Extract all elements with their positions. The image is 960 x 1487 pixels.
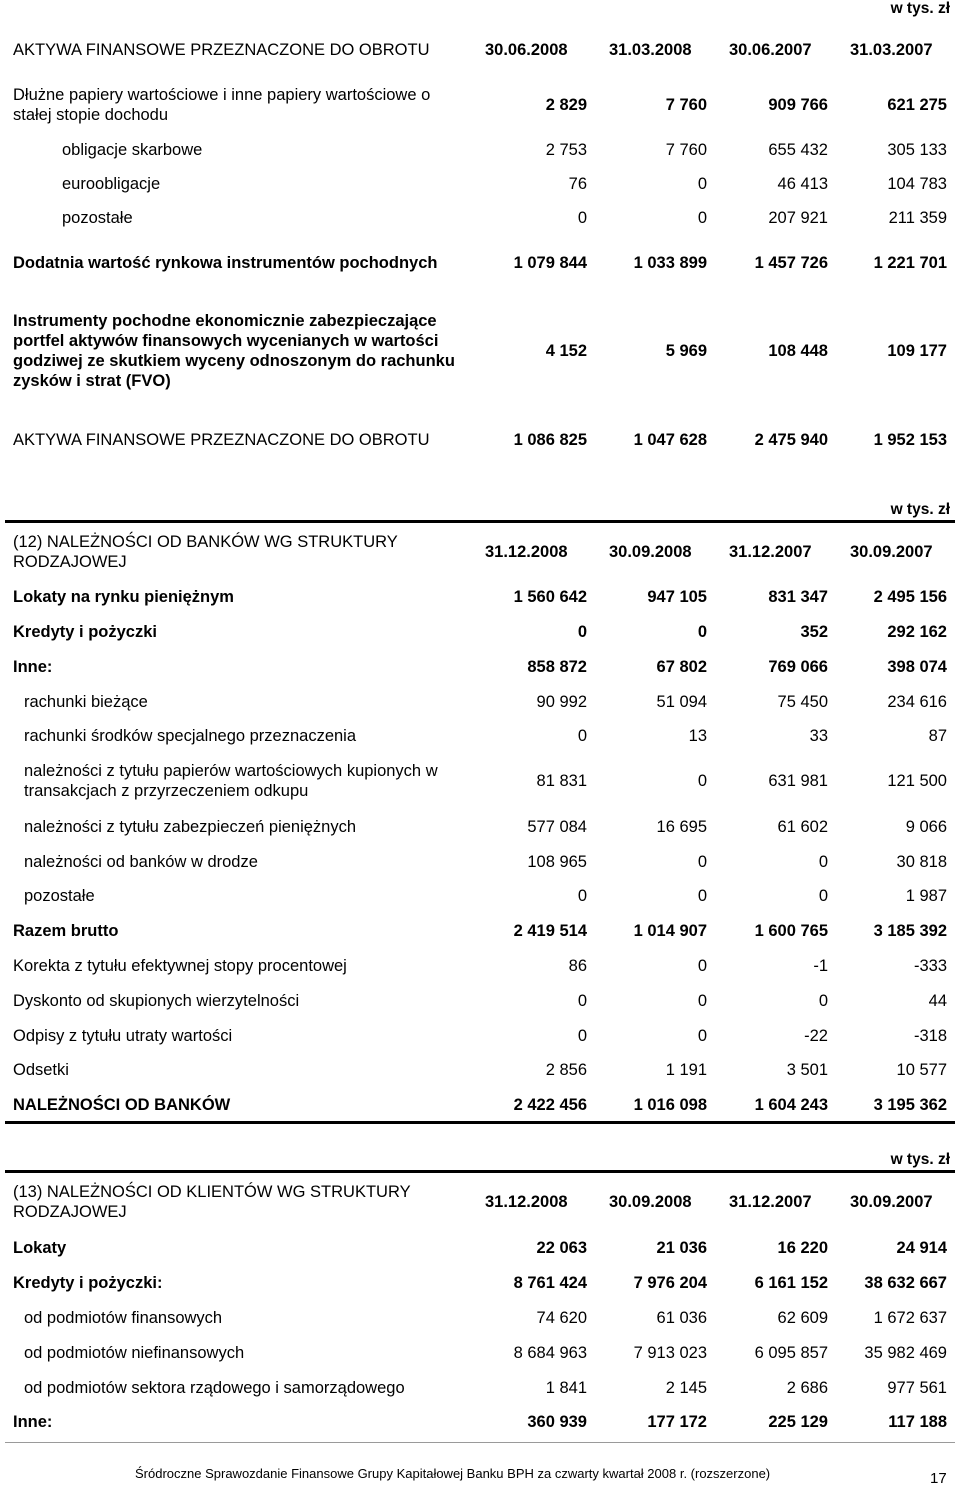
page-number: 17 xyxy=(930,1470,947,1487)
cell-value: 1 047 628 xyxy=(633,431,707,449)
cell-value: 0 xyxy=(697,772,707,790)
cell-value: -318 xyxy=(913,1026,947,1045)
cell-value: 3 501 xyxy=(786,1061,828,1079)
row-label: Inne: xyxy=(13,657,53,676)
table-row xyxy=(5,201,955,235)
cell-value: 0 xyxy=(577,991,587,1010)
table-row xyxy=(5,411,955,469)
row-label: Razem brutto xyxy=(13,921,119,940)
col-header: 31.12.2008 xyxy=(485,542,568,561)
row-label: Dyskonto od skupionych wierzytelności xyxy=(13,991,300,1010)
cell-value: 74 620 xyxy=(536,1308,587,1327)
cell-value: 109 177 xyxy=(887,342,947,360)
unit-label: w tys. zł xyxy=(890,0,950,17)
table-row xyxy=(5,1335,955,1370)
table-row xyxy=(5,684,955,719)
cell-value: 86 xyxy=(568,956,587,975)
col-header: 30.09.2007 xyxy=(850,1193,933,1211)
cell-value: 10 577 xyxy=(896,1061,947,1079)
cell-value: 7 976 204 xyxy=(633,1273,707,1292)
cell-value: 1 672 637 xyxy=(873,1308,947,1327)
cell-value: 1 086 825 xyxy=(513,431,587,449)
cell-value: 352 xyxy=(800,622,828,641)
table-row xyxy=(5,291,955,411)
row-label: rachunki bieżące xyxy=(24,692,148,711)
cell-value: 977 561 xyxy=(887,1378,947,1397)
cell-value: 1 079 844 xyxy=(513,254,587,272)
cell-value: 0 xyxy=(697,622,707,641)
table-row xyxy=(5,983,955,1018)
cell-value: 33 xyxy=(809,727,828,745)
cell-value: 1 600 765 xyxy=(754,921,828,940)
cell-value: 87 xyxy=(928,727,947,745)
cell-value: 2 495 156 xyxy=(873,588,947,606)
row-label: NALEŻNOŚCI OD BANKÓW xyxy=(13,1096,231,1114)
cell-value: 1 560 642 xyxy=(513,588,587,606)
row-label: Kredyty i pożyczki xyxy=(13,622,157,641)
cell-value: 1 952 153 xyxy=(873,431,947,449)
cell-value: 8 684 963 xyxy=(513,1343,587,1362)
cell-value: 858 872 xyxy=(527,657,587,676)
cell-value: 61 036 xyxy=(656,1308,707,1327)
cell-value: 90 992 xyxy=(536,692,587,711)
unit-label: w tys. zł xyxy=(890,1151,950,1168)
col-header: 30.06.2008 xyxy=(485,41,568,59)
row-label: od podmiotów niefinansowych xyxy=(24,1343,245,1362)
cell-value: 2 422 456 xyxy=(513,1096,587,1114)
cell-value: 0 xyxy=(818,887,828,905)
cell-value: 16 220 xyxy=(777,1239,828,1257)
cell-value: 5 969 xyxy=(665,342,707,360)
cell-value: 0 xyxy=(697,887,707,905)
row-label: rachunki środków specjalnego przeznaczenia xyxy=(24,727,357,745)
cell-value: 360 939 xyxy=(527,1413,587,1431)
divider xyxy=(5,1121,955,1124)
cell-value: 1 016 098 xyxy=(633,1096,707,1114)
cell-value: 21 036 xyxy=(656,1239,707,1257)
trading-assets-table xyxy=(5,23,955,469)
row-label: należności od banków w drodze xyxy=(24,852,258,871)
cell-value: 51 094 xyxy=(656,692,707,711)
col-header: 30.09.2007 xyxy=(850,542,933,561)
cell-value: 234 616 xyxy=(887,692,947,711)
table-row xyxy=(5,1018,955,1053)
table-row xyxy=(5,753,955,809)
cell-value: 398 074 xyxy=(887,657,947,676)
col-header: 30.09.2008 xyxy=(609,542,692,561)
cell-value: 0 xyxy=(697,991,707,1010)
row-label: Kredyty i pożyczki: xyxy=(13,1273,163,1292)
cell-value: -22 xyxy=(804,1026,828,1045)
cell-value: 909 766 xyxy=(768,95,828,114)
cell-value: 2 145 xyxy=(665,1378,707,1397)
table-row xyxy=(5,77,955,132)
cell-value: 211 359 xyxy=(888,209,947,227)
table-row xyxy=(5,1370,955,1405)
cell-value: 76 xyxy=(568,175,587,193)
row-label: AKTYWA FINANSOWE PRZEZNACZONE DO OBROTU xyxy=(13,431,430,449)
table-row xyxy=(5,132,955,167)
cell-value: 292 162 xyxy=(887,622,947,641)
row-label: Lokaty xyxy=(13,1239,67,1257)
cell-value: 46 413 xyxy=(777,175,828,193)
cell-value: 2 829 xyxy=(545,95,587,114)
cell-value: 831 347 xyxy=(768,588,828,606)
cell-value: 621 275 xyxy=(887,95,947,114)
table-row xyxy=(5,1053,955,1087)
table-row xyxy=(5,1300,955,1335)
row-label: Korekta z tytułu efektywnej stopy procentowej xyxy=(13,956,347,975)
row-label: od podmiotów finansowych xyxy=(24,1308,223,1327)
cell-value: 108 448 xyxy=(768,342,828,360)
table-row xyxy=(5,1231,955,1265)
unit-label: w tys. zł xyxy=(890,501,950,518)
cell-value: -333 xyxy=(913,956,947,975)
col-header: 30.09.2008 xyxy=(609,1193,692,1211)
cell-value: 0 xyxy=(577,209,587,227)
cell-value: 1 014 907 xyxy=(633,921,707,940)
cell-value: 0 xyxy=(697,209,707,227)
cell-value: 0 xyxy=(577,622,587,641)
page-footer: Śródroczne Sprawozdanie Finansowe Grupy Kapitałowej Banku BPH za czwarty kwartał 2008 r. (rozszerzone) xyxy=(135,1466,771,1481)
row-label: Lokaty na rynku pieniężnym xyxy=(13,588,234,606)
table-row xyxy=(5,1087,955,1123)
cell-value: -1 xyxy=(813,956,828,975)
row-label: Odpisy z tytułu utraty wartości xyxy=(13,1026,233,1045)
row-label: Inne: xyxy=(13,1413,53,1431)
row-label: należności z tytułu zabezpieczeń pieniężnych xyxy=(24,817,357,836)
bank-receivables-table xyxy=(5,523,955,1123)
cell-value: 225 129 xyxy=(768,1413,828,1431)
cell-value: 655 432 xyxy=(768,140,828,159)
table-title: AKTYWA FINANSOWE PRZEZNACZONE DO OBROTU xyxy=(13,41,430,59)
cell-value: 24 914 xyxy=(896,1239,947,1257)
table-title: (12) NALEŻNOŚCI OD BANKÓW WG STRUKTURY RODZAJOWEJ xyxy=(13,532,398,571)
cell-value: 0 xyxy=(818,852,828,871)
row-label: Odsetki xyxy=(13,1061,69,1079)
cell-value: 2 419 514 xyxy=(513,921,587,940)
cell-value: 177 172 xyxy=(647,1413,707,1431)
cell-value: 22 063 xyxy=(536,1239,587,1257)
col-header: 31.03.2007 xyxy=(850,41,933,59)
cell-value: 0 xyxy=(577,1026,587,1045)
table-row xyxy=(5,844,955,879)
table-row xyxy=(5,809,955,844)
cell-value: 0 xyxy=(697,852,707,871)
client-receivables-table xyxy=(5,1173,955,1439)
table-row xyxy=(5,580,955,614)
table-header xyxy=(5,23,955,77)
cell-value: 9 066 xyxy=(905,817,947,836)
cell-value: 8 761 424 xyxy=(513,1273,587,1292)
row-label: pozostałe xyxy=(24,887,95,905)
cell-value: 44 xyxy=(928,991,947,1010)
cell-value: 1 457 726 xyxy=(754,254,828,272)
table-row xyxy=(5,614,955,649)
cell-value: 61 602 xyxy=(777,817,828,836)
cell-value: 0 xyxy=(818,991,828,1010)
cell-value: 1 604 243 xyxy=(754,1096,828,1114)
cell-value: 305 133 xyxy=(887,140,947,159)
cell-value: 0 xyxy=(697,956,707,975)
cell-value: 0 xyxy=(577,887,587,905)
cell-value: 4 152 xyxy=(545,342,587,360)
table-title: (13) NALEŻNOŚCI OD KLIENTÓW WG STRUKTURY RODZAJOWEJ xyxy=(13,1183,411,1221)
cell-value: 108 965 xyxy=(527,852,587,871)
cell-value: 2 475 940 xyxy=(754,431,828,449)
col-header: 31.12.2007 xyxy=(729,1193,812,1211)
row-label: Dłużne papiery wartościowe i inne papiery wartościowe o stałej stopie dochodu xyxy=(13,85,431,124)
cell-value: 1 987 xyxy=(905,887,947,905)
table-row xyxy=(5,649,955,684)
table-row xyxy=(5,913,955,948)
cell-value: 2 686 xyxy=(786,1378,828,1397)
row-label: pozostałe xyxy=(62,209,133,227)
cell-value: 0 xyxy=(577,727,587,745)
table-header xyxy=(5,523,955,580)
cell-value: 38 632 667 xyxy=(864,1273,947,1292)
cell-value: 0 xyxy=(697,1026,707,1045)
col-header: 31.12.2008 xyxy=(485,1193,568,1211)
cell-value: 769 066 xyxy=(768,657,828,676)
cell-value: 67 802 xyxy=(656,657,707,676)
cell-value: 631 981 xyxy=(768,772,828,790)
row-label: Dodatnia wartość rynkowa instrumentów pochodnych xyxy=(13,254,438,272)
cell-value: 121 500 xyxy=(887,772,947,790)
cell-value: 6 161 152 xyxy=(754,1273,828,1292)
table-row xyxy=(5,1265,955,1300)
cell-value: 7 760 xyxy=(665,140,707,159)
cell-value: 7 913 023 xyxy=(633,1343,707,1362)
cell-value: 104 783 xyxy=(887,175,947,193)
cell-value: 0 xyxy=(697,175,707,193)
cell-value: 62 609 xyxy=(777,1308,828,1327)
row-label: euroobligacje xyxy=(62,175,161,193)
table-row xyxy=(5,235,955,291)
row-label: od podmiotów sektora rządowego i samorządowego xyxy=(24,1378,405,1397)
cell-value: 577 084 xyxy=(527,817,587,836)
cell-value: 207 921 xyxy=(768,209,828,227)
cell-value: 2 753 xyxy=(545,140,587,159)
cell-value: 1 221 701 xyxy=(873,254,947,272)
cell-value: 75 450 xyxy=(777,692,828,711)
row-label: obligacje skarbowe xyxy=(62,140,203,159)
cell-value: 13 xyxy=(688,727,707,745)
cell-value: 16 695 xyxy=(656,817,707,836)
cell-value: 3 185 392 xyxy=(873,921,947,940)
cell-value: 35 982 469 xyxy=(864,1343,947,1362)
cell-value: 117 188 xyxy=(888,1413,947,1431)
table-row xyxy=(5,879,955,913)
cell-value: 1 191 xyxy=(665,1061,707,1079)
col-header: 31.03.2008 xyxy=(609,41,692,59)
table-row xyxy=(5,167,955,201)
cell-value: 1 033 899 xyxy=(633,254,707,272)
cell-value: 3 195 362 xyxy=(873,1096,947,1114)
row-label: należności z tytułu papierów wartościowych kupionych w transakcjach z przyrzeczeniem odkupu xyxy=(24,762,438,800)
cell-value: 2 856 xyxy=(545,1061,587,1079)
table-header xyxy=(5,1173,955,1231)
row-label: Instrumenty pochodne ekonomicznie zabezpieczające portfel aktywów finansowych wycenianych w wartości godziwej ze skutkiem wyceny odnoszonym do rachunku zysków i strat (FVO) xyxy=(13,312,455,390)
table-row xyxy=(5,1405,955,1439)
cell-value: 1 841 xyxy=(545,1378,587,1397)
cell-value: 81 831 xyxy=(536,772,587,790)
col-header: 31.12.2007 xyxy=(729,542,812,561)
table-row xyxy=(5,719,955,753)
cell-value: 7 760 xyxy=(665,95,707,114)
cell-value: 947 105 xyxy=(647,588,707,606)
col-header: 30.06.2007 xyxy=(729,41,812,59)
divider xyxy=(5,1442,955,1443)
table-row xyxy=(5,948,955,983)
cell-value: 30 818 xyxy=(896,852,947,871)
cell-value: 6 095 857 xyxy=(754,1343,828,1362)
